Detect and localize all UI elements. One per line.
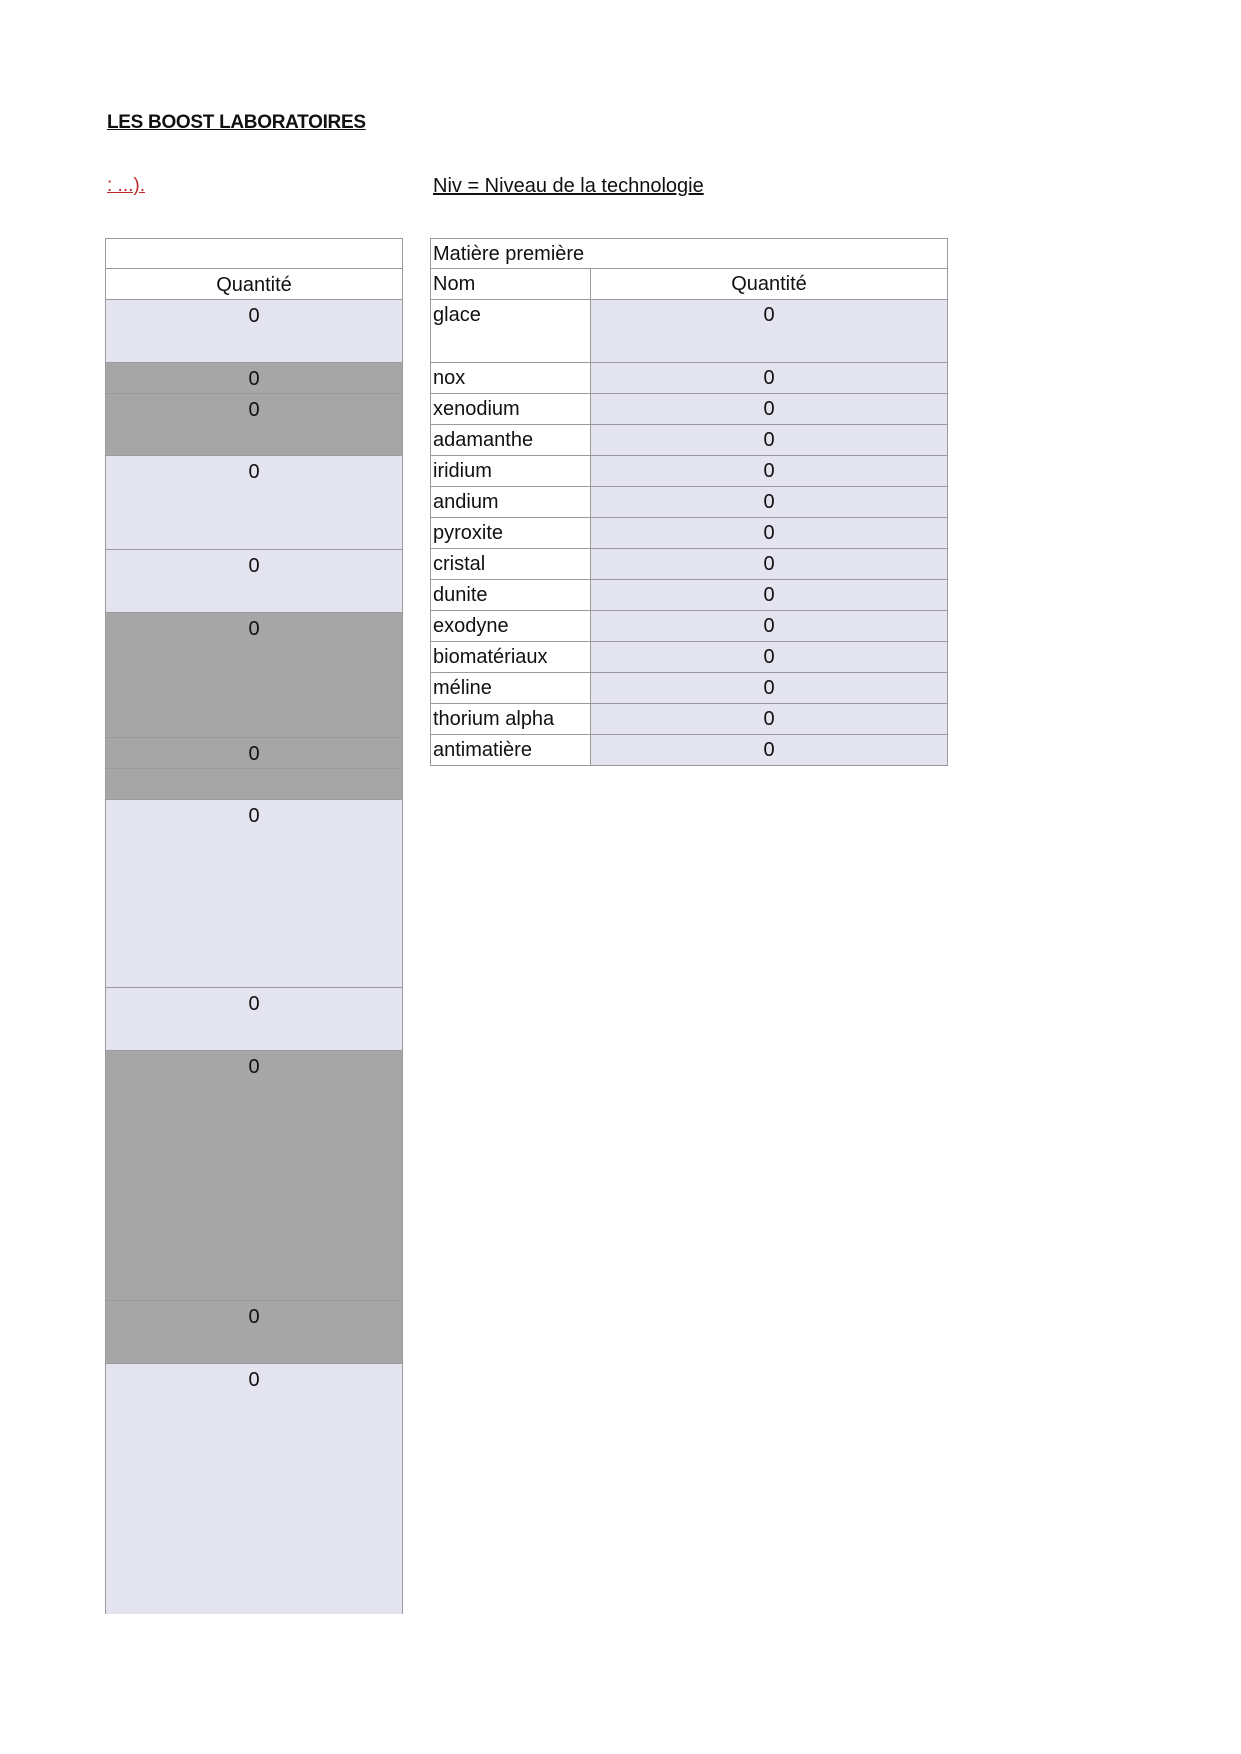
- material-quantity: 0: [591, 363, 948, 394]
- material-name: andium: [430, 487, 591, 518]
- table-row: [430, 300, 948, 363]
- material-quantity: 0: [591, 425, 948, 456]
- material-name: xenodium: [430, 394, 591, 425]
- table-row: [430, 518, 948, 549]
- table-row: [430, 673, 948, 704]
- left-table-cell: 0: [105, 738, 403, 769]
- table-row: [430, 425, 948, 456]
- left-table-cell: 0: [105, 1301, 403, 1364]
- material-name: adamanthe: [430, 425, 591, 456]
- left-table-blank-header: [105, 238, 403, 269]
- material-name: nox: [430, 363, 591, 394]
- material-name: méline: [430, 673, 591, 704]
- column-header-quantity: Quantité: [591, 269, 948, 300]
- table-row: [430, 735, 948, 766]
- material-name: biomatériaux: [430, 642, 591, 673]
- material-name: pyroxite: [430, 518, 591, 549]
- table-row: [430, 580, 948, 611]
- material-name: antimatière: [430, 735, 591, 766]
- left-table-cell: [105, 769, 403, 800]
- left-table-cell: 0: [105, 1051, 403, 1301]
- material-quantity: 0: [591, 300, 948, 363]
- table-row: [430, 642, 948, 673]
- material-quantity: 0: [591, 611, 948, 642]
- column-header-name: Nom: [430, 269, 591, 300]
- material-quantity: 0: [591, 549, 948, 580]
- material-name: iridium: [430, 456, 591, 487]
- material-quantity: 0: [591, 580, 948, 611]
- document-title: LES BOOST LABORATOIRES: [107, 112, 366, 133]
- left-table-cell: 0: [105, 550, 403, 613]
- material-quantity: 0: [591, 704, 948, 735]
- table-row: [430, 394, 948, 425]
- left-table-cell: 0: [105, 394, 403, 456]
- material-name: cristal: [430, 549, 591, 580]
- material-name: dunite: [430, 580, 591, 611]
- material-quantity: 0: [591, 487, 948, 518]
- left-table-cell: 0: [105, 1364, 403, 1614]
- table-row: [430, 456, 948, 487]
- left-table-cell: 0: [105, 800, 403, 988]
- table-row: [430, 363, 948, 394]
- group-header-raw-material: Matière première: [430, 238, 948, 269]
- table-row: [430, 704, 948, 735]
- material-quantity: 0: [591, 394, 948, 425]
- group-header-row: [430, 238, 948, 269]
- material-quantity: 0: [591, 735, 948, 766]
- red-note: : ...).: [107, 175, 145, 196]
- material-quantity: 0: [591, 456, 948, 487]
- left-table-cell: 0: [105, 363, 403, 394]
- table-row: [430, 487, 948, 518]
- left-table-cell: 0: [105, 300, 403, 363]
- material-name: exodyne: [430, 611, 591, 642]
- left-table-cell: 0: [105, 988, 403, 1051]
- left-table-cell: 0: [105, 456, 403, 550]
- niv-legend: Niv = Niveau de la technologie: [433, 175, 704, 197]
- material-quantity: 0: [591, 642, 948, 673]
- left-table-cell: 0: [105, 613, 403, 738]
- table-row: [430, 549, 948, 580]
- material-quantity: 0: [591, 673, 948, 704]
- material-name: glace: [430, 300, 591, 363]
- column-header-row: [430, 269, 948, 300]
- left-table-quantity-header: Quantité: [105, 269, 403, 300]
- material-name: thorium alpha: [430, 704, 591, 735]
- material-quantity: 0: [591, 518, 948, 549]
- table-row: [430, 611, 948, 642]
